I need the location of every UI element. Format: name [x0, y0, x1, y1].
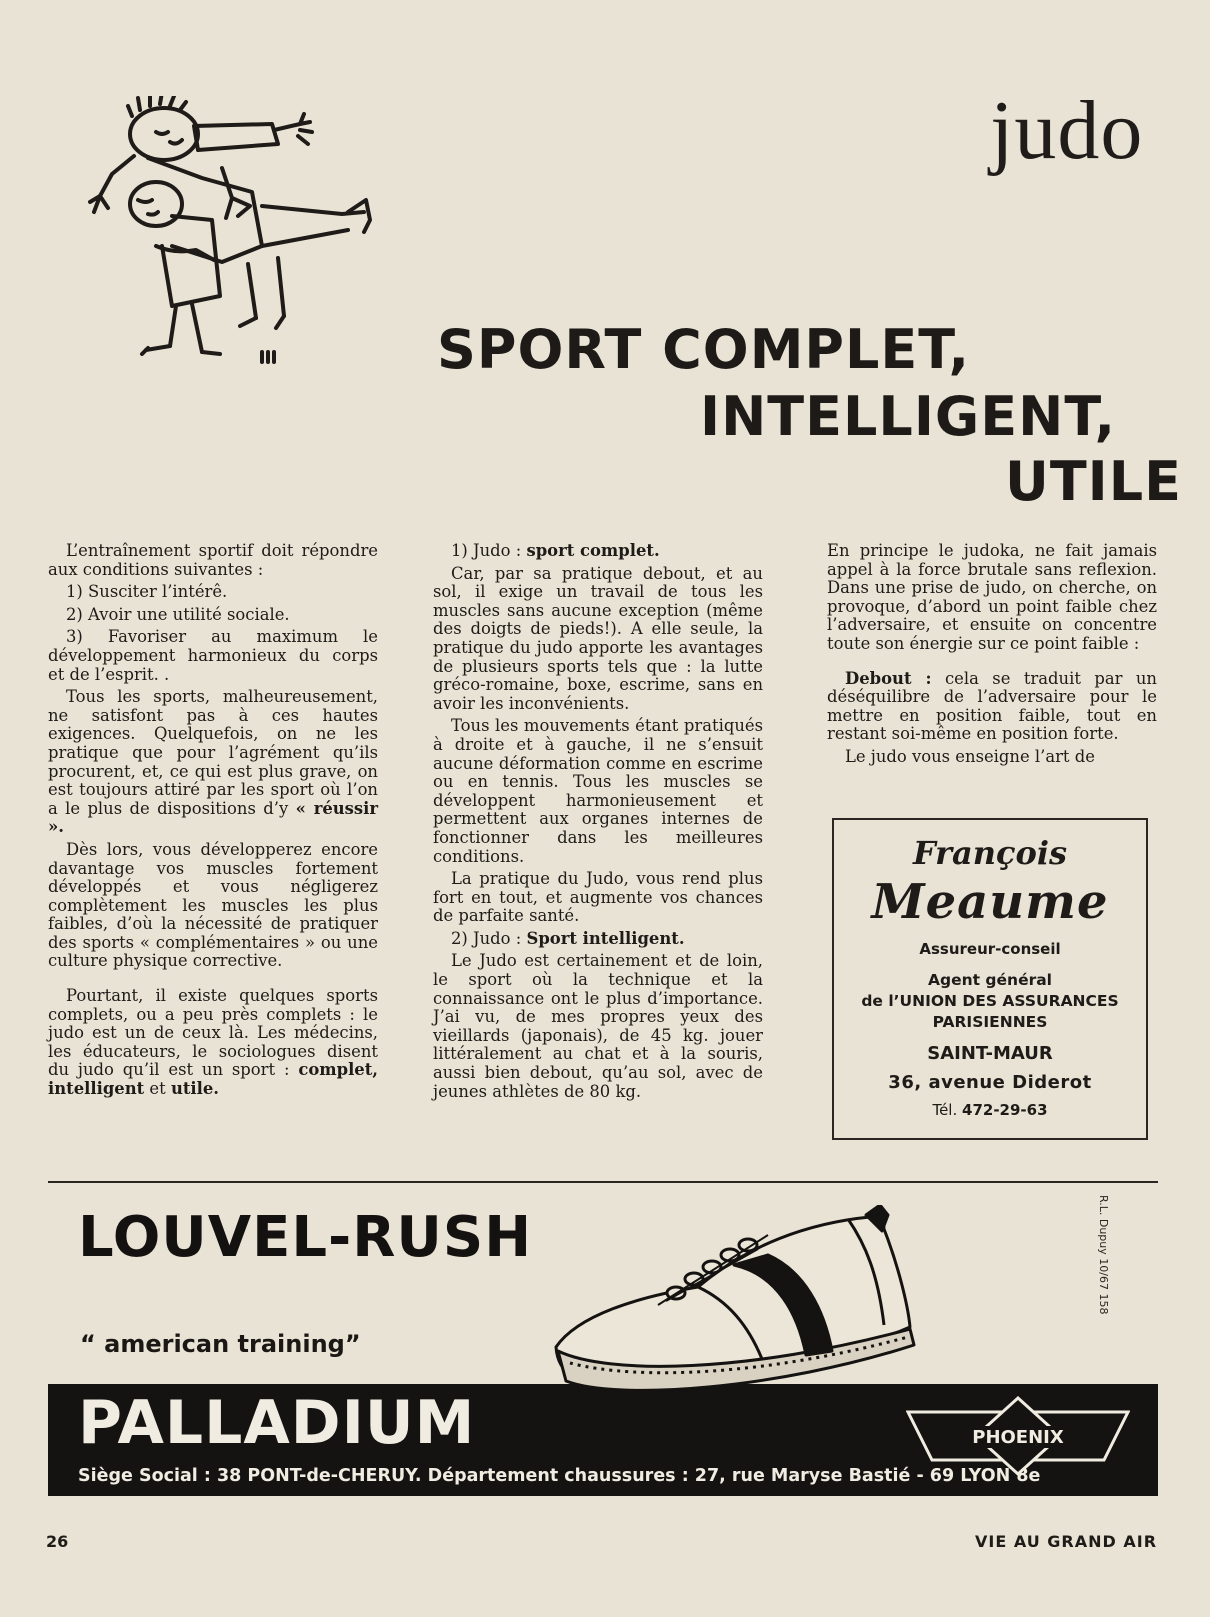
magazine-name: VIE AU GRAND AIR — [975, 1532, 1158, 1551]
phoenix-logo-text: PHOENIX — [972, 1427, 1064, 1448]
paragraph — [48, 987, 378, 1099]
agent-street: 36, avenue Diderot — [888, 1072, 1092, 1093]
agent-last-name: Meaume — [871, 874, 1109, 930]
agent-affiliation — [834, 970, 1146, 1033]
emphasis: « réussir ». — [48, 798, 378, 837]
heading-title: Sport intelligent. — [526, 928, 685, 948]
paragraph: 2) Avoir une utilité sociale. — [66, 604, 290, 624]
paragraph: La pratique du Judo, vous rend plus fort en tout, et augmente vos chances de parfaite santé. — [433, 869, 763, 926]
headline-line-2: INTELLIGENT, — [700, 385, 1116, 448]
paragraph: L’entraînement sportif doit répondre aux conditions suivantes : — [48, 541, 378, 579]
heading-title: sport complet. — [526, 541, 660, 560]
paragraph: 1) Susciter l’intérê. — [66, 582, 228, 602]
paragraph — [827, 670, 1157, 744]
agent-affiliation-line: PARISIENNES — [932, 1013, 1048, 1031]
divider — [48, 1181, 1158, 1183]
paragraph — [48, 688, 378, 837]
insurance-ad-box — [832, 818, 1148, 1140]
heading-number: 2) Judo : — [451, 928, 522, 948]
paragraph-text: et — [149, 1079, 166, 1099]
headline-line-1: SPORT COMPLET, — [437, 318, 970, 381]
section-tag: judo — [990, 84, 1144, 177]
article-column-3 — [827, 542, 1157, 771]
phoenix-badge-logo — [906, 1396, 1130, 1476]
article-column-1 — [48, 542, 378, 1103]
paragraph: Car, par sa pratique debout, et au sol, il exige un travail de tous les muscles sans aucune exception (même des doigts de pieds!). A elle seule, la pratique du judo apporte les avantages de plusieurs sports tels que : la lutte gréco-romaine, boxe, escrime, sans en avoir les inconvénients. — [433, 563, 763, 713]
company-address: Siège Social : 38 PONT-de-CHERUY. Département chaussures : 27, rue Maryse Bastié - 69 LYON 8e — [78, 1466, 1041, 1486]
phone-number: 472-29-63 — [962, 1101, 1048, 1119]
section-heading — [433, 930, 763, 949]
agent-affiliation-line: de l’UNION DES ASSURANCES — [861, 992, 1119, 1010]
emphasis: complet, intelligent — [48, 1060, 379, 1099]
article-column-2 — [433, 542, 763, 1105]
emphasis: utile. — [170, 1079, 220, 1099]
paragraph: En principe le judoka, ne fait jamais appel à la force brutale sans reflexion. Dans une prise de judo, on cherche, on provoque, d’abord un point faible chez l’adversaire, et ensuite on concentre toute son énergie sur ce point faible : — [827, 541, 1157, 653]
agent-affiliation-line: Agent général — [927, 971, 1052, 989]
paragraph-text: Tous les sports, malheureusement, ne satisfont pas à ces hautes exigences. Quelquefois, on ne les pratique que pour l’agrément qu’ils procurent, et, ce qui est plus grave, on est toujours attiré par les sport où l’on a le plus de dispositions d’y — [48, 687, 378, 818]
ad-credit: R.L. Dupuy 10/67 158 — [1097, 1195, 1110, 1315]
paragraph: 3) Favoriser au maximum le développement harmonieux du corps et de l’esprit. . — [48, 627, 378, 684]
brand-louvel-rush: LOUVEL-RUSH — [78, 1205, 533, 1270]
page-number: 26 — [46, 1532, 69, 1551]
agent-title: Assureur-conseil — [919, 940, 1061, 958]
headline-line-3: UTILE — [1005, 450, 1183, 513]
brand-palladium: PALLADIUM — [78, 1388, 476, 1458]
sneaker-illustration — [548, 1205, 928, 1395]
paragraph-text: Pourtant, il existe quelques sports complets, ou a peu près complets : le judo est un de ceux là. Les médecins, les éducateurs, le sociologues disent du judo qu’il est un sport : — [48, 986, 378, 1080]
phone-label: Tél. — [932, 1101, 958, 1119]
ad-tagline: “ american training” — [80, 1330, 361, 1358]
paragraph: Tous les mouvements étant pratiqués à droite et à gauche, il ne s’ensuit aucune déformation comme en escrime ou en tennis. Tous les muscles se développent harmonieusement et permettent aux organes internes de fonctionner dans les meilleures conditions. — [433, 716, 763, 866]
agent-phone — [834, 1101, 1146, 1119]
judo-fighters-illustration — [52, 96, 392, 378]
heading-number: 1) Judo : — [451, 541, 522, 560]
paragraph: Le Judo est certainement et de loin, le sport où la technique et la connaissance ont le plus d’importance. J’ai vu, de mes propres yeux des vieillards (japonais), de 45 kg. jouer littéralement au chat et à la souris, aussi bien debout, qu’au sol, avec de jeunes athlètes de 80 kg. — [433, 951, 763, 1101]
emphasis: Debout : — [845, 668, 932, 688]
section-heading — [433, 542, 763, 561]
agent-first-name: François — [912, 834, 1067, 872]
paragraph: Le judo vous enseigne l’art de — [845, 746, 1095, 766]
agent-city: SAINT-MAUR — [927, 1043, 1053, 1064]
paragraph: Dès lors, vous développerez encore davantage vos muscles fortement développés et vous négligerez complètement les muscles les plus faibles, d’où la nécessité de pratiquer des sports « complémentaires » ou une culture physique corrective. — [48, 839, 378, 971]
paragraph-text: cela se traduit par un déséquilibre de l’adversaire pour le mettre en position faible, tout en restant soi-même en position forte. — [827, 668, 1157, 744]
